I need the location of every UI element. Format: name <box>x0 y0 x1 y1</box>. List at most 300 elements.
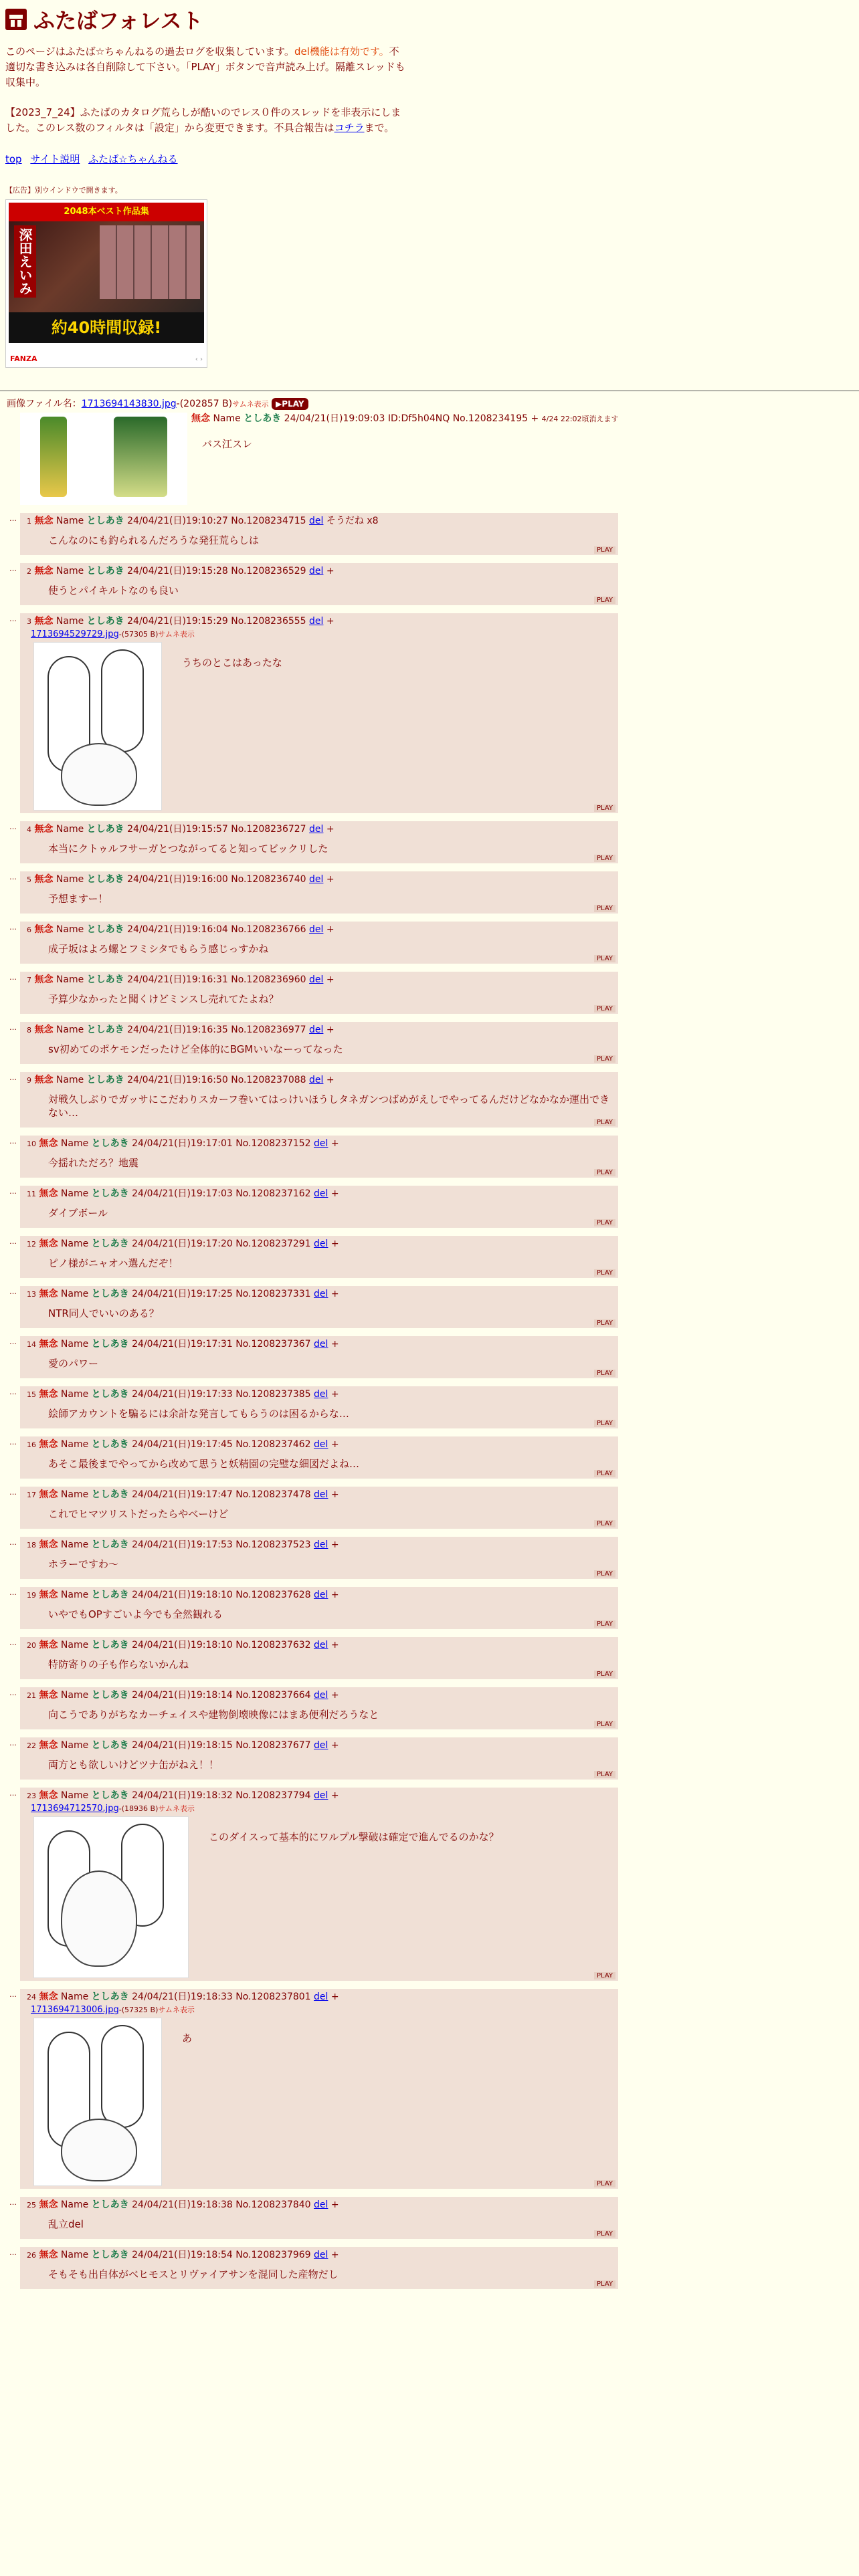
reply-play-button[interactable]: PLAY <box>594 1420 615 1427</box>
del-button[interactable]: del <box>314 1690 328 1701</box>
reply-ellipsis: … <box>9 873 17 881</box>
reply-date: 24/04/21(日)19:16:04 <box>127 924 228 935</box>
reply-file-link[interactable]: 1713694712570.jpg <box>31 1804 119 1814</box>
reply-play-button[interactable]: PLAY <box>594 1520 615 1527</box>
reply-number: 6 <box>27 926 31 934</box>
reply-header: 12 無念 Name としあき 24/04/21(日)19:17:20 No.1208237291 del + <box>27 1239 339 1249</box>
reply-file-line: 1713694713006.jpg-(57325 B)サムネ表示 <box>31 2005 195 2015</box>
reply-date: 24/04/21(日)19:18:14 <box>132 1690 233 1701</box>
report-link[interactable]: コチラ <box>334 122 365 134</box>
plus-button[interactable]: + <box>326 1025 335 1035</box>
reply-post <box>0 613 859 813</box>
reply-ellipsis: … <box>9 1488 17 1497</box>
reply-header: 23 無念 Name としあき 24/04/21(日)19:18:32 No.1208237794 del + <box>27 1790 339 1801</box>
reply-ellipsis: … <box>9 1337 17 1346</box>
reply-header: 2 無念 Name としあき 24/04/21(日)19:15:28 No.1208236529 del + <box>27 566 335 576</box>
reply-no: No.1208237385 <box>235 1389 311 1400</box>
reply-date: 24/04/21(日)19:15:28 <box>127 566 228 576</box>
reply-no: No.1208237367 <box>235 1339 311 1350</box>
reply-header: 15 無念 Name としあき 24/04/21(日)19:17:33 No.1208237385 del + <box>27 1389 339 1400</box>
plus-button[interactable]: + <box>330 1289 339 1299</box>
reply-no: No.1208237664 <box>235 1690 311 1701</box>
reply-body: NTR同人でいいのある？ <box>48 1307 159 1319</box>
reply-header: 21 無念 Name としあき 24/04/21(日)19:18:14 No.1208237664 del + <box>27 1690 339 1701</box>
reply-play-button[interactable]: PLAY <box>594 1169 615 1176</box>
reply-post <box>0 922 859 964</box>
reply-ellipsis: … <box>9 823 17 831</box>
thumb-toggle[interactable]: サムネ表示 <box>232 400 269 409</box>
reply-no: No.1208237523 <box>235 1539 311 1550</box>
reply-body: 向こうでありがちなカーチェイスや建物倒壊映像にはまあ便利だろうなと <box>48 1709 379 1721</box>
reply-date: 24/04/21(日)19:18:10 <box>132 1590 233 1600</box>
reply-no: No.1208237152 <box>235 1138 311 1149</box>
reply-number: 25 <box>27 2201 36 2210</box>
del-button[interactable]: del <box>309 874 324 885</box>
reply-body: こんなのにも釣られるんだろうな発狂荒らしは <box>48 534 260 546</box>
reply-number: 4 <box>27 825 31 834</box>
reply-body: 予想ますー！ <box>48 893 108 905</box>
reply-header: 9 無念 Name としあき 24/04/21(日)19:16:50 No.1208237088 del + <box>27 1075 335 1085</box>
reply-number: 24 <box>27 1993 36 2002</box>
op-plus-button[interactable]: + <box>531 413 539 424</box>
reply-date: 24/04/21(日)19:18:33 <box>132 1992 233 2002</box>
reply-box <box>20 922 618 964</box>
reply-body: ホラーですわ〜 <box>48 1558 119 1570</box>
reply-post <box>0 1788 859 1981</box>
plus-button[interactable]: + <box>326 616 335 627</box>
reply-number: 9 <box>27 1076 31 1085</box>
plus-button[interactable]: + <box>330 1389 339 1400</box>
ad-label: 【広告】別ウインドウで開きます。 <box>5 186 122 195</box>
reply-body: これでヒマツリストだったらやべーけど <box>48 1508 229 1520</box>
reply-box <box>20 2197 618 2239</box>
reply-file-line: 1713694529729.jpg-(57305 B)サムネ表示 <box>31 629 195 639</box>
reply-number: 22 <box>27 1741 36 1750</box>
reply-body: 乱立del <box>48 2218 84 2230</box>
reply-file-link[interactable]: 1713694529729.jpg <box>31 629 119 639</box>
reply-play-button[interactable]: PLAY <box>594 1570 615 1578</box>
reply-box <box>20 1072 618 1128</box>
del-button[interactable]: del <box>314 1339 328 1350</box>
reply-body: 愛のパワー <box>48 1358 99 1370</box>
reply-post <box>0 1286 859 1328</box>
reply-thumbnail[interactable] <box>33 2018 162 2186</box>
reply-no: No.1208237478 <box>235 1489 311 1500</box>
reply-body: うちのとこはあったな <box>182 657 282 669</box>
reply-play-button[interactable]: PLAY <box>594 546 615 554</box>
reply-number: 14 <box>27 1340 36 1349</box>
expire-text: 4/24 22:02頃消えます <box>541 415 619 423</box>
page-header <box>0 0 859 368</box>
reply-header: 14 無念 Name としあき 24/04/21(日)19:17:31 No.1208237367 del + <box>27 1339 339 1350</box>
del-button[interactable]: del <box>314 1740 328 1751</box>
reply-play-button[interactable]: PLAY <box>594 955 615 962</box>
reply-no: No.1208237801 <box>235 1992 311 2002</box>
plus-button[interactable]: + <box>330 1539 339 1550</box>
reply-play-button[interactable]: PLAY <box>594 1269 615 1277</box>
plus-button[interactable]: + <box>330 1489 339 1500</box>
reply-body: 両方とも欲しいけどツナ缶がねえ！！ <box>48 1759 219 1771</box>
reply-post <box>0 513 859 555</box>
reply-header: 16 無念 Name としあき 24/04/21(日)19:17:45 No.1208237462 del + <box>27 1439 339 1450</box>
reply-thumbnail[interactable] <box>33 642 162 811</box>
reply-header: 24 無念 Name としあき 24/04/21(日)19:18:33 No.1208237801 del + <box>27 1992 339 2002</box>
reply-number: 5 <box>27 875 31 884</box>
reply-box <box>20 871 618 914</box>
reply-body: このダイスって基本的にワルプル撃破は確定で進んでるのかな？ <box>209 1831 499 1843</box>
del-button[interactable]: del <box>314 1640 328 1650</box>
reply-box <box>20 613 618 813</box>
reply-play-button[interactable]: PLAY <box>594 1620 615 1628</box>
del-button[interactable]: del <box>314 1489 328 1500</box>
top-link[interactable]: top <box>5 153 22 165</box>
reply-post <box>0 1989 859 2189</box>
reply-date: 24/04/21(日)19:17:33 <box>132 1389 233 1400</box>
reply-play-button[interactable]: PLAY <box>594 2180 615 2187</box>
plus-button[interactable]: + <box>330 2199 339 2210</box>
reply-no: No.1208237677 <box>235 1740 311 1751</box>
reply-no: No.1208237794 <box>235 1790 311 1801</box>
reply-post <box>0 1737 859 1780</box>
del-button[interactable]: del <box>309 824 324 835</box>
reply-play-button[interactable]: PLAY <box>594 804 615 812</box>
reply-body: 今揺れただろ？地震 <box>48 1157 139 1169</box>
reply-body: 特防寄りの子も作らないかんね <box>48 1658 189 1671</box>
reply-box <box>20 1436 618 1479</box>
reply-post <box>0 1436 859 1479</box>
ad-image[interactable]: 2048本ベスト作品集 深田えいみ 約40時間収録! <box>9 203 204 343</box>
reply-header: 18 無念 Name としあき 24/04/21(日)19:17:53 No.1208237523 del + <box>27 1539 339 1550</box>
reply-ellipsis: … <box>9 2198 17 2207</box>
reply-header: 17 無念 Name としあき 24/04/21(日)19:17:47 No.1208237478 del + <box>27 1489 339 1500</box>
reply-file-link[interactable]: 1713694713006.jpg <box>31 2005 119 2015</box>
reply-date: 24/04/21(日)19:18:54 <box>132 2250 233 2260</box>
reply-play-button[interactable]: PLAY <box>594 1119 615 1126</box>
reply-ellipsis: … <box>9 1538 17 1547</box>
reply-play-button[interactable]: PLAY <box>594 2280 615 2288</box>
reply-ellipsis: … <box>9 923 17 932</box>
del-button[interactable]: del <box>314 1590 328 1600</box>
reply-no: No.1208237462 <box>235 1439 311 1450</box>
reply-date: 24/04/21(日)19:16:50 <box>127 1075 228 1085</box>
reply-ellipsis: … <box>9 973 17 982</box>
reply-number: 20 <box>27 1641 36 1650</box>
intro-text: このページはふたば☆ちゃんねるの過去ログを収集しています。del機能は有効です。不適切な書き込みは各自削除して下さい。「PLAY」ボタンで音声読み上げ。隔離スレッドも収集中。 <box>5 45 405 88</box>
reply-play-button[interactable]: PLAY <box>594 1721 615 1728</box>
reply-no: No.1208237291 <box>235 1239 311 1249</box>
reply-no: No.1208237628 <box>235 1590 311 1600</box>
reply-post <box>0 1587 859 1629</box>
reply-body: あ <box>182 2032 193 2044</box>
plus-button[interactable]: + <box>330 1339 339 1350</box>
op-header: 無念 Name としあき 24/04/21(日)19:09:03 ID:Df5h04NQ No.1208234195 + 4/24 22:02頃消えます <box>191 413 619 424</box>
reply-box <box>20 1587 618 1629</box>
del-button[interactable]: del <box>314 1539 328 1550</box>
site-description-link[interactable]: サイト説明 <box>30 153 80 165</box>
reply-no: No.1208237840 <box>235 2199 311 2210</box>
plus-button[interactable]: + <box>326 974 335 985</box>
reply-date: 24/04/21(日)19:17:01 <box>132 1138 233 1149</box>
reply-number: 26 <box>27 2251 36 2260</box>
op-file-line: 画像ファイル名：1713694143830.jpg-(202857 B)サムネ表示 ▶PLAY <box>7 397 859 410</box>
op-thumbnail[interactable] <box>20 413 187 505</box>
plus-button[interactable]: + <box>330 1790 339 1801</box>
reply-header: 10 無念 Name としあき 24/04/21(日)19:17:01 No.1208237152 del + <box>27 1138 339 1149</box>
del-button[interactable]: del <box>314 1289 328 1299</box>
reply-play-button[interactable]: PLAY <box>594 1319 615 1327</box>
reply-header: 22 無念 Name としあき 24/04/21(日)19:18:15 No.1208237677 del + <box>27 1740 339 1751</box>
reply-box <box>20 821 618 863</box>
reply-date: 24/04/21(日)19:17:20 <box>132 1239 233 1249</box>
del-button[interactable]: del <box>309 924 324 935</box>
reply-header: 4 無念 Name としあき 24/04/21(日)19:15:57 No.1208236727 del + <box>27 824 335 835</box>
reply-number: 15 <box>27 1390 36 1399</box>
reply-header: 6 無念 Name としあき 24/04/21(日)19:16:04 No.1208236766 del + <box>27 924 335 935</box>
reply-ellipsis: … <box>9 1023 17 1032</box>
page-title: ふたばフォレスト <box>33 8 203 33</box>
op-file-link[interactable]: 1713694143830.jpg <box>81 399 177 409</box>
reply-body: いやでもOPすごいよ今でも全然観れる <box>48 1608 223 1620</box>
reply-body: 対戦久しぶりでガッサにこだわりスカーフ巻いてはっけいほうしタネガンつばめがえしでやってるんだけどなかなか運出できない… <box>48 1093 609 1119</box>
reply-post <box>0 871 859 914</box>
reply-header: 19 無念 Name としあき 24/04/21(日)19:18:10 No.1208237628 del + <box>27 1590 339 1600</box>
reply-ellipsis: … <box>9 2248 17 2257</box>
reply-header: 1 無念 Name としあき 24/04/21(日)19:10:27 No.1208234715 del そうだね x8 <box>27 516 379 526</box>
site-title <box>5 4 854 35</box>
reply-number: 18 <box>27 1541 36 1549</box>
reply-date: 24/04/21(日)19:18:10 <box>132 1640 233 1650</box>
plus-button[interactable]: + <box>330 1439 339 1450</box>
del-button[interactable]: del <box>309 616 324 627</box>
reply-play-button[interactable]: PLAY <box>594 2230 615 2238</box>
reply-header: 20 無念 Name としあき 24/04/21(日)19:18:10 No.1208237632 del + <box>27 1640 339 1650</box>
reply-number: 23 <box>27 1792 36 1800</box>
reply-ellipsis: … <box>9 1588 17 1597</box>
reply-date: 24/04/21(日)19:18:38 <box>132 2199 233 2210</box>
reply-play-button[interactable]: PLAY <box>594 1470 615 1477</box>
reply-play-button[interactable]: PLAY <box>594 905 615 912</box>
reply-number: 13 <box>27 1290 36 1299</box>
plus-button[interactable]: + <box>330 1239 339 1249</box>
reply-ellipsis: … <box>9 1388 17 1396</box>
reply-number: 21 <box>27 1691 36 1700</box>
reply-date: 24/04/21(日)19:18:32 <box>132 1790 233 1801</box>
plus-button[interactable]: + <box>330 1690 339 1701</box>
plus-button[interactable]: + <box>330 1590 339 1600</box>
op-play-button[interactable]: ▶PLAY <box>272 398 308 410</box>
del-button[interactable]: del <box>314 1389 328 1400</box>
reply-date: 24/04/21(日)19:17:03 <box>132 1188 233 1199</box>
del-button[interactable]: del <box>314 1992 328 2002</box>
del-button[interactable]: del <box>309 1075 324 1085</box>
reply-no: No.1208237331 <box>235 1289 311 1299</box>
reply-body: そもそも出自体がベヒモスとリヴァイアサンを混同した産物だし <box>48 2268 339 2280</box>
futaba-link[interactable]: ふたば☆ちゃんねる <box>88 153 178 165</box>
reply-date: 24/04/21(日)19:16:00 <box>127 874 228 885</box>
del-button[interactable]: del <box>309 1025 324 1035</box>
del-button[interactable]: del <box>309 516 324 526</box>
reply-ellipsis: … <box>9 1187 17 1196</box>
reply-number: 17 <box>27 1491 36 1499</box>
reply-play-button[interactable]: PLAY <box>594 1055 615 1063</box>
reply-header: 13 無念 Name としあき 24/04/21(日)19:17:25 No.1208237331 del + <box>27 1289 339 1299</box>
del-button[interactable]: del <box>314 2250 328 2260</box>
del-button[interactable]: del <box>314 2199 328 2210</box>
del-button[interactable]: del <box>314 1188 328 1199</box>
plus-button[interactable]: + <box>326 1075 335 1085</box>
reply-box <box>20 2247 618 2289</box>
del-button[interactable]: del <box>314 1239 328 1249</box>
reply-date: 24/04/21(日)19:15:57 <box>127 824 228 835</box>
del-button[interactable]: del <box>314 1138 328 1149</box>
reply-header: 3 無念 Name としあき 24/04/21(日)19:15:29 No.1208236555 del + <box>27 616 335 627</box>
plus-button[interactable]: + <box>330 1138 339 1149</box>
reply-header: 7 無念 Name としあき 24/04/21(日)19:16:31 No.1208236960 del + <box>27 974 335 985</box>
reply-post <box>0 1186 859 1228</box>
reply-play-button[interactable]: PLAY <box>594 855 615 862</box>
reply-post <box>0 2247 859 2289</box>
reply-box <box>20 1336 618 1378</box>
reply-number: 7 <box>27 976 31 984</box>
reply-body: 予算少なかったと聞くけどミンスし売れてたよね？ <box>48 993 279 1005</box>
reply-no: No.1208237162 <box>235 1188 311 1199</box>
reply-box <box>20 1022 618 1064</box>
site-logo-icon[interactable] <box>5 9 27 30</box>
reply-number: 11 <box>27 1190 36 1198</box>
reply-box <box>20 1537 618 1579</box>
plus-button[interactable]: + <box>326 566 335 576</box>
thumb-toggle[interactable]: サムネ表示 <box>158 2006 195 2014</box>
reply-box <box>20 1386 618 1428</box>
reply-play-button[interactable]: PLAY <box>594 1005 615 1012</box>
reply-file-line: 1713694712570.jpg-(18936 B)サムネ表示 <box>31 1804 195 1814</box>
reply-box <box>20 1236 618 1278</box>
reply-box <box>20 563 618 605</box>
reply-post <box>0 2197 859 2239</box>
reply-ellipsis: … <box>9 615 17 623</box>
reply-ellipsis: … <box>9 514 17 523</box>
reply-number: 8 <box>27 1026 31 1035</box>
del-notice: del機能は有効です。 <box>294 45 389 58</box>
reply-number: 2 <box>27 567 31 576</box>
reply-ellipsis: … <box>9 1689 17 1697</box>
reply-body: sv初めてのポケモンだったけど全体的にBGMいいなーってなった <box>48 1043 343 1055</box>
reply-post <box>0 1637 859 1679</box>
reply-header: 5 無念 Name としあき 24/04/21(日)19:16:00 No.1208236740 del + <box>27 874 335 885</box>
reply-post <box>0 1687 859 1729</box>
reply-ellipsis: … <box>9 1137 17 1146</box>
reply-number: 12 <box>27 1240 36 1249</box>
reply-number: 1 <box>27 517 31 526</box>
reply-box <box>20 1136 618 1178</box>
reply-box <box>20 1788 618 1981</box>
reply-play-button[interactable]: PLAY <box>594 1219 615 1226</box>
reply-no: No.1208236740 <box>231 874 306 885</box>
reply-box <box>20 1487 618 1529</box>
reply-box <box>20 513 618 555</box>
ad-nav-arrows-icon[interactable]: ‹ › <box>195 356 203 363</box>
reply-play-button[interactable]: PLAY <box>594 1671 615 1678</box>
reply-date: 24/04/21(日)19:17:31 <box>132 1339 233 1350</box>
plus-button[interactable]: + <box>326 924 335 935</box>
reply-date: 24/04/21(日)19:16:31 <box>127 974 228 985</box>
reply-date: 24/04/21(日)19:15:29 <box>127 616 228 627</box>
reply-no: No.1208236977 <box>231 1025 306 1035</box>
reply-thumbnail[interactable] <box>33 1816 189 1978</box>
reply-box <box>20 1989 618 2189</box>
reply-no: No.1208236960 <box>231 974 306 985</box>
plus-button[interactable]: + <box>330 1640 339 1650</box>
reply-play-button[interactable]: PLAY <box>594 1972 615 1979</box>
op-body: バス江スレ <box>202 438 253 450</box>
reply-no: No.1208236555 <box>231 616 306 627</box>
plus-button[interactable]: + <box>330 2250 339 2260</box>
sodane-button[interactable]: そうだね x8 <box>326 516 379 526</box>
reply-date: 24/04/21(日)19:17:53 <box>132 1539 233 1550</box>
reply-box <box>20 1737 618 1780</box>
del-button[interactable]: del <box>314 1439 328 1450</box>
plus-button[interactable]: + <box>330 1740 339 1751</box>
reply-post <box>0 1386 859 1428</box>
reply-play-button[interactable]: PLAY <box>594 1370 615 1377</box>
reply-date: 24/04/21(日)19:17:45 <box>132 1439 233 1450</box>
reply-number: 16 <box>27 1440 36 1449</box>
plus-button[interactable]: + <box>330 1188 339 1199</box>
thumb-toggle[interactable]: サムネ表示 <box>158 1804 195 1813</box>
reply-date: 24/04/21(日)19:17:25 <box>132 1289 233 1299</box>
reply-post <box>0 1236 859 1278</box>
reply-no: No.1208234715 <box>231 516 306 526</box>
reply-body: ピノ様がニャオハ選んだぞ！ <box>48 1257 179 1269</box>
reply-date: 24/04/21(日)19:18:15 <box>132 1740 233 1751</box>
plus-button[interactable]: + <box>326 874 335 885</box>
reply-body: ダイブボール <box>48 1207 108 1219</box>
ad-banner[interactable] <box>5 199 207 368</box>
reply-post <box>0 1537 859 1579</box>
nav-links <box>5 152 854 166</box>
reply-box <box>20 1286 618 1328</box>
plus-button[interactable]: + <box>330 1992 339 2002</box>
reply-post <box>0 1487 859 1529</box>
reply-play-button[interactable]: PLAY <box>594 597 615 604</box>
reply-body: 本当にクトゥルフサーガとつながってると知ってビックリした <box>48 843 328 855</box>
reply-post <box>0 1022 859 1064</box>
reply-post <box>0 563 859 605</box>
reply-box <box>20 1637 618 1679</box>
reply-box <box>20 1186 618 1228</box>
del-button[interactable]: del <box>309 566 324 576</box>
reply-play-button[interactable]: PLAY <box>594 1771 615 1778</box>
reply-ellipsis: … <box>9 564 17 573</box>
plus-button[interactable]: + <box>326 824 335 835</box>
reply-post <box>0 1336 859 1378</box>
reply-number: 19 <box>27 1591 36 1600</box>
reply-number: 3 <box>27 617 31 626</box>
del-button[interactable]: del <box>309 974 324 985</box>
reply-no: No.1208237969 <box>235 2250 311 2260</box>
reply-no: No.1208236727 <box>231 824 306 835</box>
reply-number: 10 <box>27 1140 36 1148</box>
reply-date: 24/04/21(日)19:17:47 <box>132 1489 233 1500</box>
reply-ellipsis: … <box>9 1739 17 1747</box>
reply-no: No.1208236529 <box>231 566 306 576</box>
reply-header: 8 無念 Name としあき 24/04/21(日)19:16:35 No.1208236977 del + <box>27 1025 335 1035</box>
reply-body: 成子坂はよろ螺とフミシタでもらう感じっすかね <box>48 943 269 955</box>
reply-ellipsis: … <box>9 1789 17 1798</box>
thumb-toggle[interactable]: サムネ表示 <box>158 630 195 639</box>
reply-header: 11 無念 Name としあき 24/04/21(日)19:17:03 No.1208237162 del + <box>27 1188 339 1199</box>
del-button[interactable]: del <box>314 1790 328 1801</box>
